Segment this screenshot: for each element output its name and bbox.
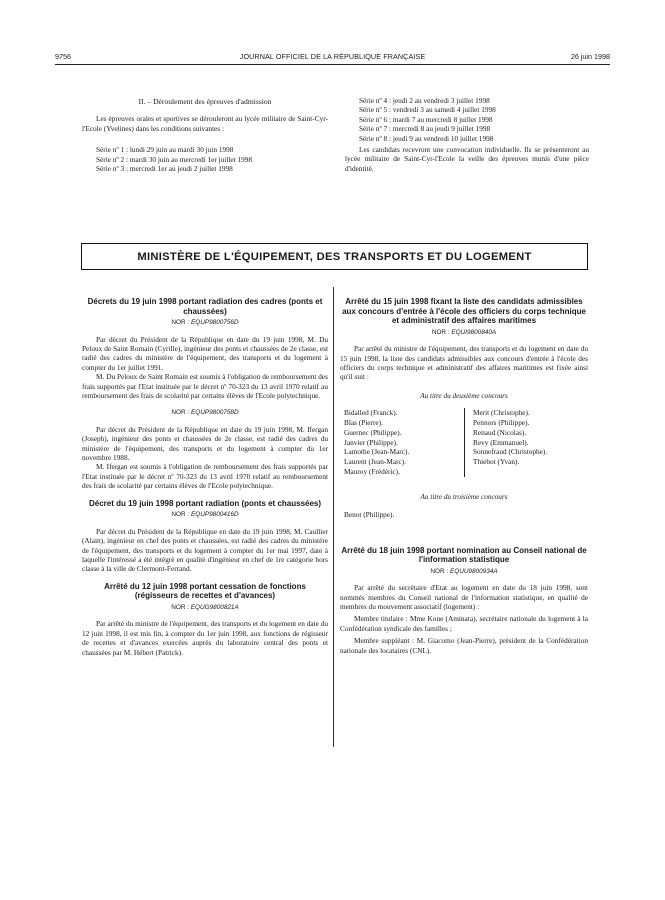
right-column [340,297,588,655]
nor-line: NOR : EQUP9800758D [171,409,239,417]
paragraph: Membre suppléant : M. Giacomo (Jean-Pierre), président de la Confédération nationale des locataires (CNL). [340,636,588,655]
paragraph: Membre titulaire : Mme Kone (Aminata), secrétaire nationale du logement à la Confédération syndicale des familles ; [340,614,588,633]
arrete2-title: Arrêté du 18 juin 1998 portant nomination au Conseil national de l'information statistique [341,545,587,565]
series-item: Série nº 7 : mercredi 8 au jeudi 9 juillet 1998 [359,124,491,134]
column-divider [333,287,334,747]
candidate-name: Bidalled (Franck). [344,408,398,418]
issue-date: 26 juin 1998 [570,52,610,61]
nor-line: NOR : EQUP9800756D [171,319,239,327]
series-item: Série nº 8 : jeudi 9 au vendredi 10 juillet 1998 [359,133,494,143]
decrets-title: Décrets du 19 juin 1998 portant radiation des cadres (ponts et chaussées) [87,297,323,316]
nor-code: EQUP9800416D [190,511,239,519]
paragraph: M. Du Peloux de Saint Romain est soumis à l'obligation de remboursement des frais supportés par l'Etat instituée par le décret nº 70-323 du 13 avril 1970 relatif au remboursement des frais de scolarité par certains élèves de l'Ecole polytechnique. [82,372,328,401]
candidate-name: Mauroy (Frédéric). [344,467,400,476]
candidate-name: Sonnefraud (Christophe). [473,447,548,457]
candidate-name: Laurent (Jean-Marc). [344,457,406,467]
nor-line: NOR : EQUG9800821A [171,603,239,611]
candidate-name: Pennors (Philippe). [473,418,530,428]
header-rule [55,64,610,65]
candidate-name: Benot (Philippe). [344,510,395,520]
candidate-name: Merit (Christophe). [473,408,530,418]
series-list-right [345,96,589,143]
intro-paragraph: Les épreuves orales et sportives se dérouleront au lycée militaire de Saint-Cyr-l'Ecole (Yvelines) dans les conditions suivantes : [82,114,328,133]
top-right-column [345,96,589,173]
series-item: Série nº 3 : mercredi 1er au jeudi 2 juillet 1998 [96,164,233,174]
nor-code: EQUP9800756D [190,319,239,327]
paragraph: Par décret du Président de la République en date du 19 juin 1998, M. Du Peloux de Saint Romain (Cyrille), ingénieur des ponts et chaussées de 2e classe, est radié des cadres du ministère de l'équipement, des transports et du logement à compter du 1er juillet 1991. [82,334,328,372]
candidate-list-right [464,408,588,477]
series-list-left [82,145,328,173]
candidate-name: Janvier (Philippe). [344,437,398,447]
journal-title: JOURNAL OFFICIEL DE LA RÉPUBLIQUE FRANÇAISE [239,52,426,61]
paragraph: Par arrêté du ministre de l'équipement, des transports et du logement en date du 15 juin 1998, la liste des candidats admissibles aux concours d'entrée à l'école des officiers du corps technique et administratif des affaires maritimes est fixée ainsi qu'il suit : [340,344,588,382]
left-column [82,297,328,657]
nor-line: NOR : EQUI9800840A [431,328,497,336]
arrete1-title: Arrêté du 15 juin 1998 fixant la liste des candidats admissibles aux concours d'entrée à l'école des officiers du corps technique et administratif des affaires maritimes [342,297,586,326]
nor-code: EQUI9800840A [451,328,497,336]
series-item: Série nº 5 : vendredi 3 au samedi 4 juillet 1998 [359,105,496,115]
closing-paragraph: Les candidats recevront une convocation individuelle. Ils se présenteront au lycée militaire de Saint-Cyr-l'Ecole la veille des épreuves munis d'une pièce d'identité. [345,145,589,173]
candidate-list-left [340,408,464,477]
section-heading: II. – Déroulement des épreuves d'admission [138,97,272,106]
candidate-list [340,408,588,477]
series-item: Série nº 1 : lundi 29 juin au mardi 30 juin 1998 [96,145,234,155]
candidate-name: Guernec (Philippe). [344,427,402,437]
nor-code: EQUP9800758D [190,409,239,417]
candidate-name: Thiebot (Yvan). [473,457,520,467]
series-item: Série nº 4 : jeudi 2 au vendredi 3 juillet 1998 [359,96,490,105]
nor-code: EQUU9800934A [449,567,498,575]
nor-line: NOR : EQUP9800416D [171,511,239,519]
decret2-title: Décret du 19 juin 1998 portant radiation (ponts et chaussées) [88,498,322,508]
candidate-name: Blas (Pierre). [344,418,383,428]
paragraph: Par arrêté du secrétaire d'Etat au logement en date du 18 juin 1998, sont nommés membres du Conseil national de l'information statistique, en qualité de membres du mouvement associatif (logement) : [340,583,588,612]
paragraph: M. Ifergan est soumis à l'obligation de remboursement des frais supportés par l'Etat instituée par le décret nº 70-323 du 13 avril 1970 relatif au remboursement des frais de scolarité par certains élèves de l'Ecole polytechnique. [82,462,328,491]
candidate-name: Lamothe (Jean-Marc). [344,447,410,457]
ministry-banner: MINISTÈRE DE L'ÉQUIPEMENT, DES TRANSPORTS ET DU LOGEMENT [81,243,588,270]
candidate-name: Renaud (Nicolas). [473,427,527,437]
nor-line: NOR : EQUU9800934A [430,567,498,575]
series-item: Série nº 2 : mardi 30 juin au mercredi 1er juillet 1998 [96,154,253,164]
top-left-column [82,97,328,173]
nor-code: EQUG9800821A [190,603,239,611]
page-number: 9756 [55,52,71,61]
arrete-title: Arrêté du 12 juin 1998 portant cessation de fonctions (régisseurs de recettes et d'avances) [104,581,306,601]
candidate-name: Revy (Emmanuel). [473,437,529,447]
series-item: Série nº 6 : mardi 7 au mercredi 8 juillet 1998 [359,114,493,124]
subheading: Au titre du troisième concours [420,492,508,501]
paragraph: Par arrêté du ministre de l'équipement, des transports et du logement en date du 12 juin 1998, il est mis fin, à compter du 1er juin 1998, aux fonctions de régisseur de recettes et d'avances exercées auprès du laboratoire central des ponts et chaussées par M. Hébert (Patrick). [82,619,328,657]
paragraph: Par décret du Président de la République en date du 19 juin 1998, M. Caullier (Alain), ingénieur en chef des ponts et chaussées, est radié des cadres du ministère de l'équipement, des transports et du logement à compter du 1er mai 1997, date à laquelle l'intéressé a été intégré en qualité d'ingénieur en chef de 1re catégorie hors classe à la ville de Clermont-Ferrand. [82,526,328,574]
subheading: Au titre du deuxième concours [420,391,508,400]
paragraph: Par décret du Président de la République en date du 19 juin 1998, M. Ifergan (Joseph), ingénieur des ponts et chaussées de 2e classe, est radié des cadres du ministère de l'équipement, des transports et du logement à compter du 1er novembre 1988. [82,424,328,463]
